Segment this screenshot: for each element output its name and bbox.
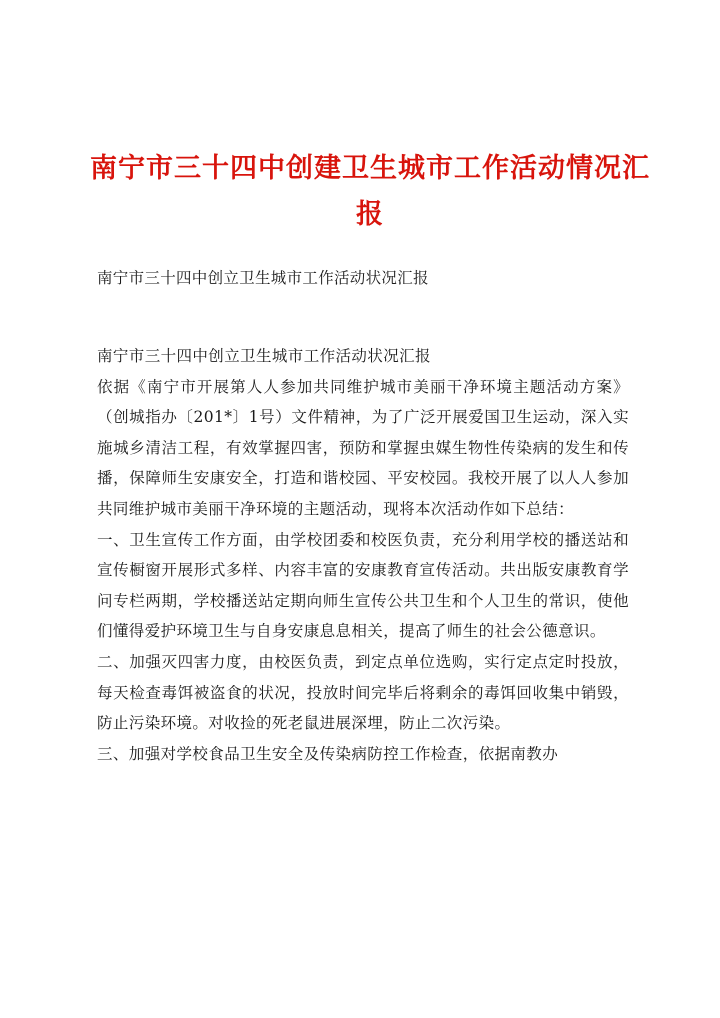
body-heading-line: 南宁市三十四中创立卫生城市工作活动状况汇报: [97, 347, 431, 365]
body-paragraph-section-1: 一、卫生宣传工作方面，由学校团委和校医负责，充分利用学校的播送站和宣传橱窗开展形式多样、内容丰富的安康教育宣传活动。共出版安康教育学问专栏两期，学校播送站定期向师生宣传公共卫生和个人卫生的常识，使他们懂得爱护环境卫生与自身安康息息相关，提高了师生的社会公德意识。: [97, 530, 629, 641]
body-paragraph-intro: 依据《南宁市开展第人人参加共同维护城市美丽干净环境主题活动方案》（创城指办〔201*〕1号）文件精神，为了广泛开展爱国卫生运动，深入实施城乡清洁工程，有效掌握四害，预防和掌握虫媒生物性传染病的发生和传播，保障师生安康安全，打造和谐校园、平安校园。我校开展了以人人参加共同维护城市美丽干净环境的主题活动，现将本次活动作如下总结：: [97, 377, 629, 518]
document-title: 南宁市三十四中创建卫生城市工作活动情况汇报: [90, 153, 650, 230]
document-subtitle: 南宁市三十四中创立卫生城市工作活动状况汇报: [97, 269, 429, 287]
body-paragraph-section-3: 三、加强对学校食品卫生安全及传染病防控工作检查，依据南教办: [97, 744, 559, 763]
body-paragraph-section-2: 二、加强灭四害力度，由校医负责，到定点单位选购，实行定点定时投放，每天检查毒饵被盗食的状况，投放时间完毕后将剩余的毒饵回收集中销毁，防止污染环境。对收捡的死老鼠进展深埋，防止二次污染。: [97, 652, 629, 733]
document-body: [97, 341, 629, 769]
